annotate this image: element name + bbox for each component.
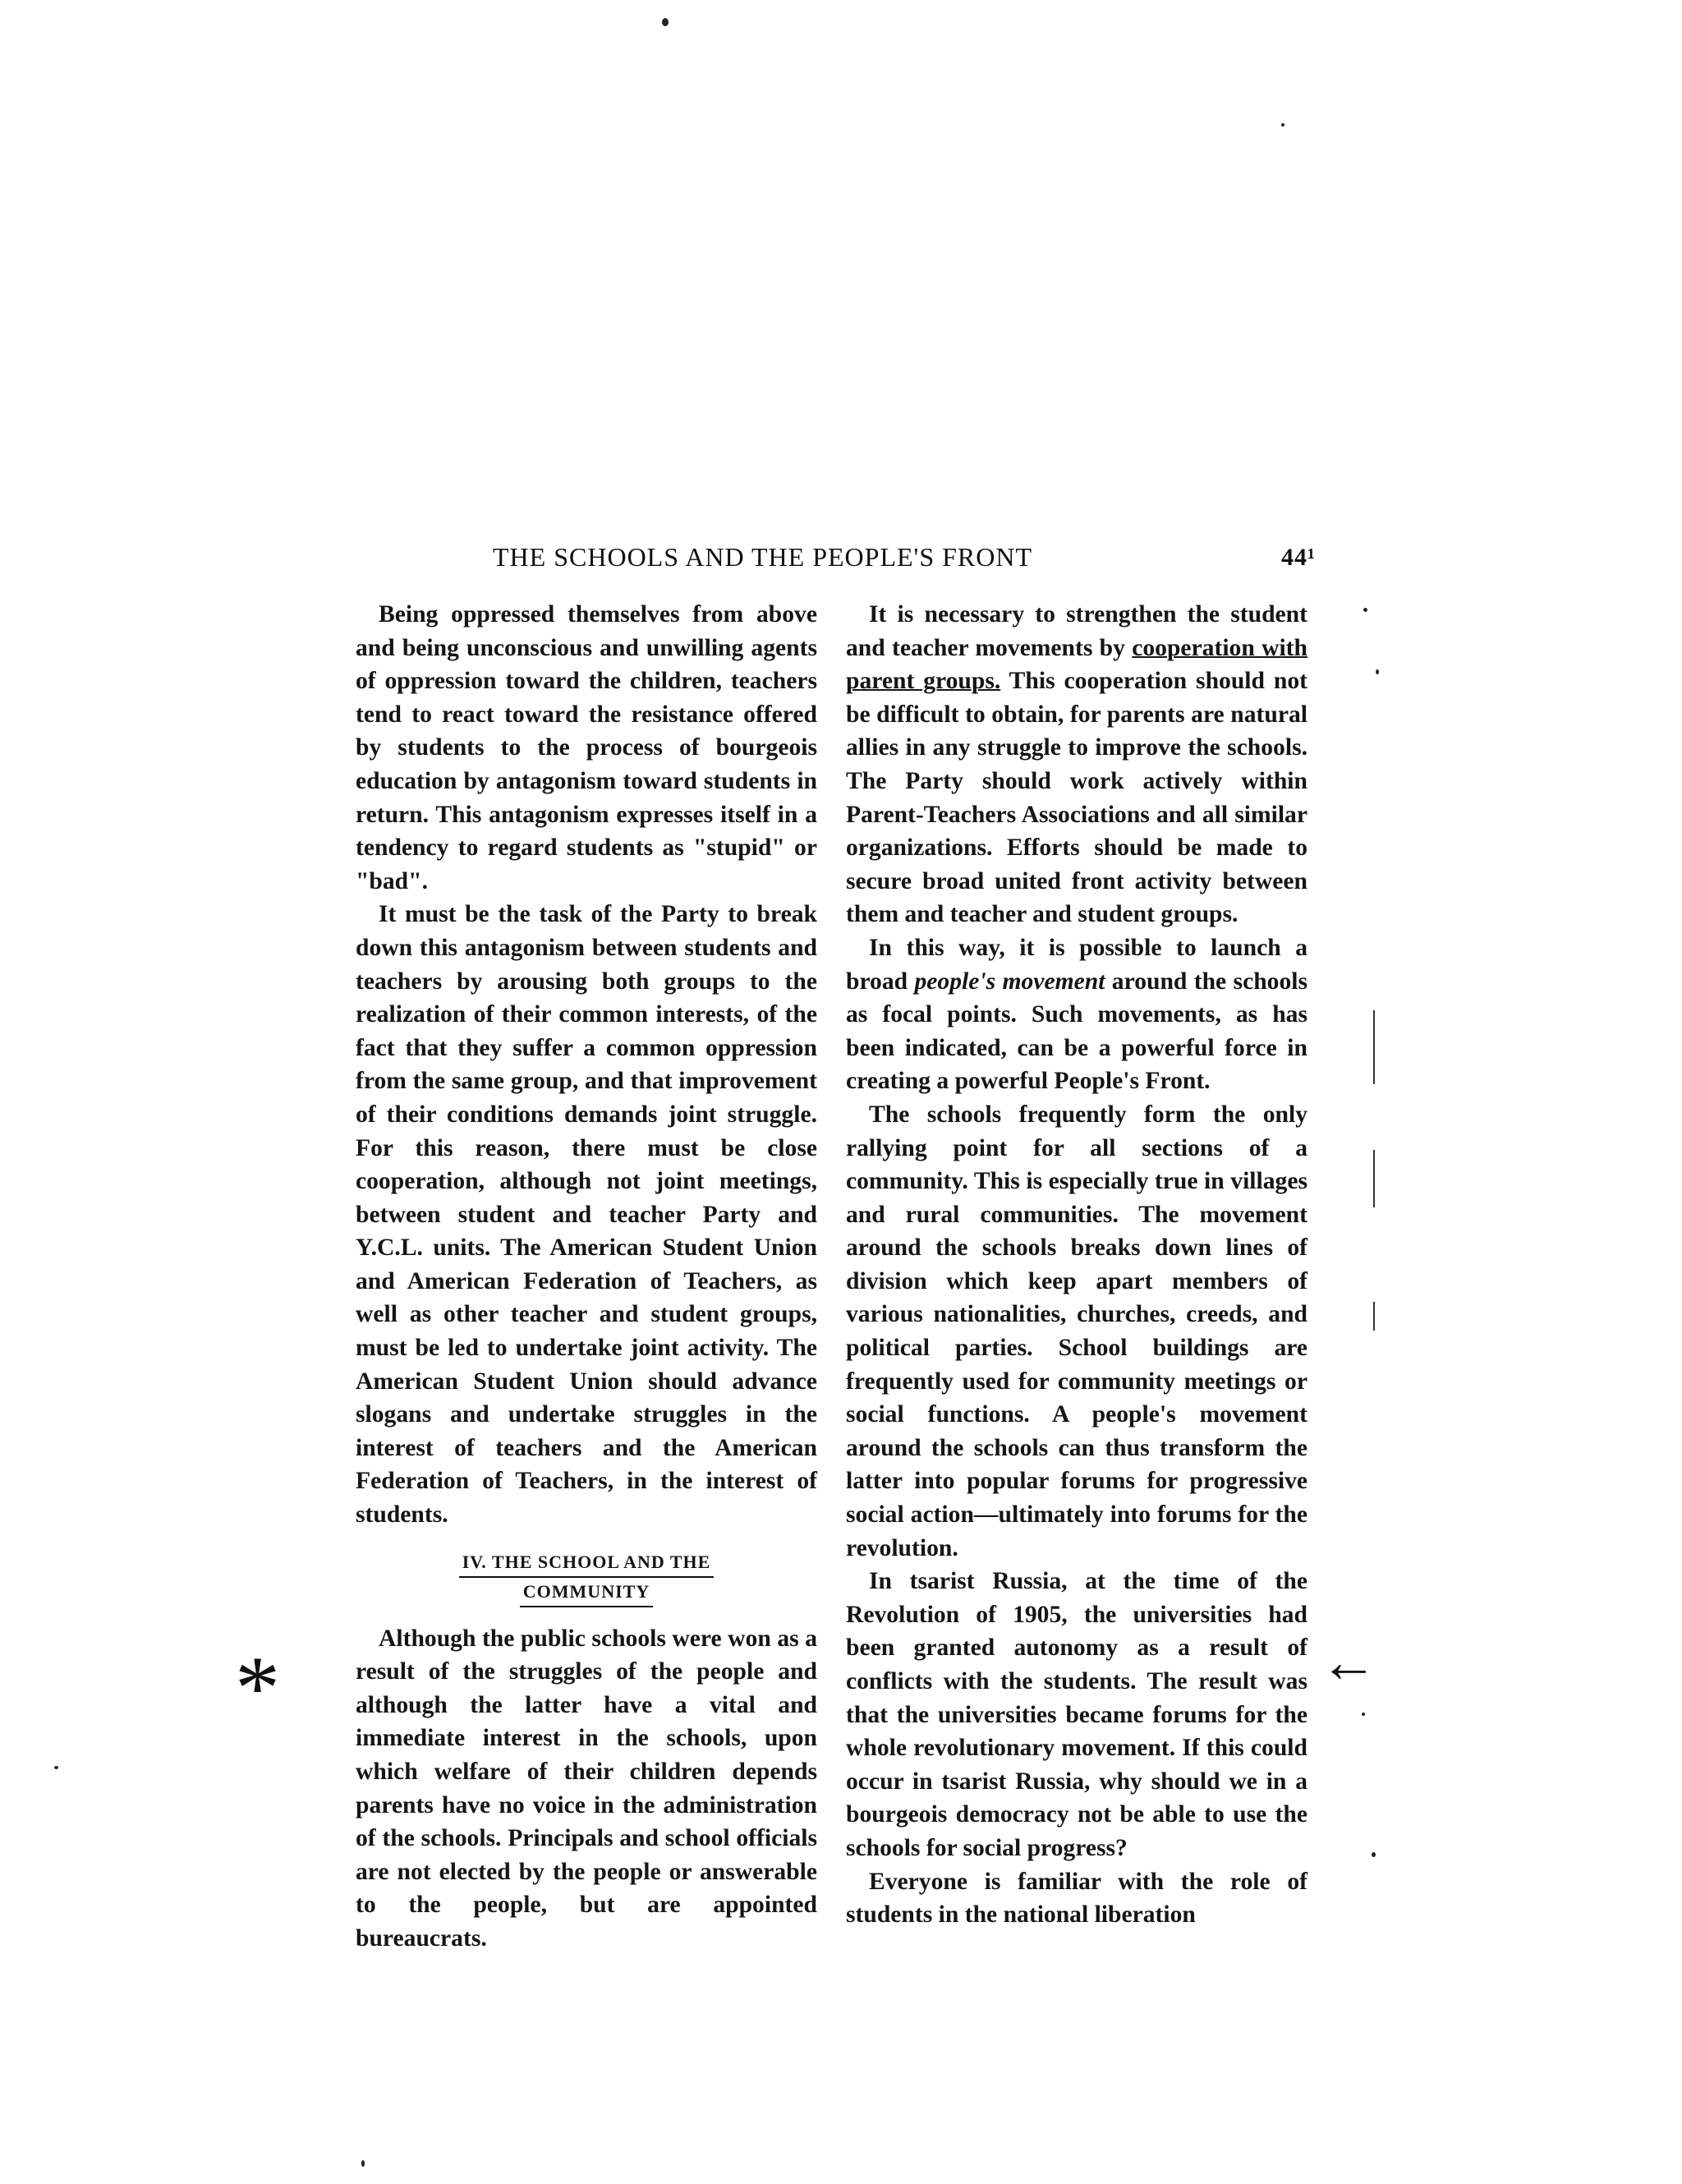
handwritten-asterisk-icon: * bbox=[235, 1638, 280, 1738]
paragraph: It must be the task of the Party to break down this antagonism between students and teachers by arousing both groups to the realization of their common interests, of the fact that they suffer a common oppression from the same group, and that improvement of their conditions demands joint struggle. For this reason, there must be close cooperation, although not joint meetings, between student and teacher Party and Y.C.L. units. The American Student Union and American Federation of Teachers, as well as other teacher and student groups, must be led to undertake joint activity. The American Student Union should advance slogans and undertake struggles in the interest of teachers and the American Federation of Teachers, in the interest of students. bbox=[356, 901, 817, 1529]
scan-speck bbox=[1376, 669, 1379, 674]
left-column bbox=[356, 598, 817, 1956]
section-heading bbox=[356, 1548, 817, 1607]
paragraph: Everyone is familiar with the role of students in the national liberation bbox=[846, 1868, 1307, 1929]
text-run: In this way, it is possible to launch a broad bbox=[846, 934, 1307, 995]
paragraph: Being oppressed themselves from above and being unconscious and unwilling agents of oppression toward the children, teachers tend to react toward the resistance offered by students to the process of bourgeois education by antagonism toward students in return. This antagonism expresses itself in a tendency to regard students as "stupid" or "bad". bbox=[356, 601, 817, 894]
paragraph bbox=[846, 598, 1307, 931]
text-run: around the schools as focal points. Such movements, as has been indicated, can be a powerful force in creating a powerful People's Front. bbox=[846, 968, 1307, 1095]
italic-text: people's movement bbox=[914, 968, 1105, 995]
running-title: THE SCHOOLS AND THE PEOPLE'S FRONT bbox=[493, 542, 1033, 572]
scan-speck bbox=[662, 18, 669, 26]
text-run: This cooperation should not be difficult to obtain, for parents are natural allies in any struggle to improve the schools. The Party should work actively within Parent-Teachers Associations and all similar organizations. Efforts should be made to secure broad united front activity between them and teacher and student groups. bbox=[846, 668, 1307, 928]
scan-speck bbox=[54, 1766, 58, 1769]
scan-speck bbox=[361, 2160, 365, 2167]
page-number: 44¹ bbox=[1281, 544, 1316, 571]
paragraph: The schools frequently form the only rallying point for all sections of a community. This is especially true in villages and rural communities. The movement around the schools breaks down lines of division which keep apart members of various nationalities, churches, creeds, and political parties. School buildings are frequently used for community meetings or social functions. A people's movement around the schools can thus transform the latter into popular forums for progressive social action—ultimately into forums for the revolution. bbox=[846, 1101, 1307, 1561]
paragraph: Although the public schools were won as a result of the struggles of the people and although the latter have a vital and immediate interest in the schools, upon which welfare of their children depends parents have no voice in the administration of the schools. Principals and school officials are not elected by the people or answerable to the people, but are appointed bureaucrats. bbox=[356, 1625, 817, 1952]
scan-speck bbox=[1281, 123, 1284, 126]
margin-mark bbox=[1373, 1010, 1375, 1084]
scan-speck bbox=[1362, 1713, 1365, 1716]
handwritten-arrow-icon: ← bbox=[1320, 1631, 1377, 1694]
section-heading-line: COMMUNITY bbox=[520, 1578, 653, 1607]
handwritten-underline-text: cooperation with parent groups. bbox=[846, 634, 1307, 695]
scan-speck bbox=[1372, 1852, 1376, 1857]
margin-mark bbox=[1373, 1302, 1375, 1331]
text-run: It is necessary to strengthen the student and teacher movements by bbox=[846, 601, 1307, 661]
section-heading-line: IV. THE SCHOOL AND THE bbox=[459, 1548, 715, 1578]
paragraph bbox=[846, 931, 1307, 1098]
margin-mark bbox=[1373, 1150, 1375, 1207]
right-column bbox=[846, 598, 1307, 1932]
paragraph: In tsarist Russia, at the time of the Revolution of 1905, the universities had been granted autonomy as a result of conflicts with the students. The result was that the universities became forums for the whole revolutionary movement. If this could occur in tsarist Russia, why should we in a bourgeois democracy not be able to use the schools for social progress? bbox=[846, 1568, 1307, 1861]
scan-speck bbox=[1363, 608, 1367, 612]
